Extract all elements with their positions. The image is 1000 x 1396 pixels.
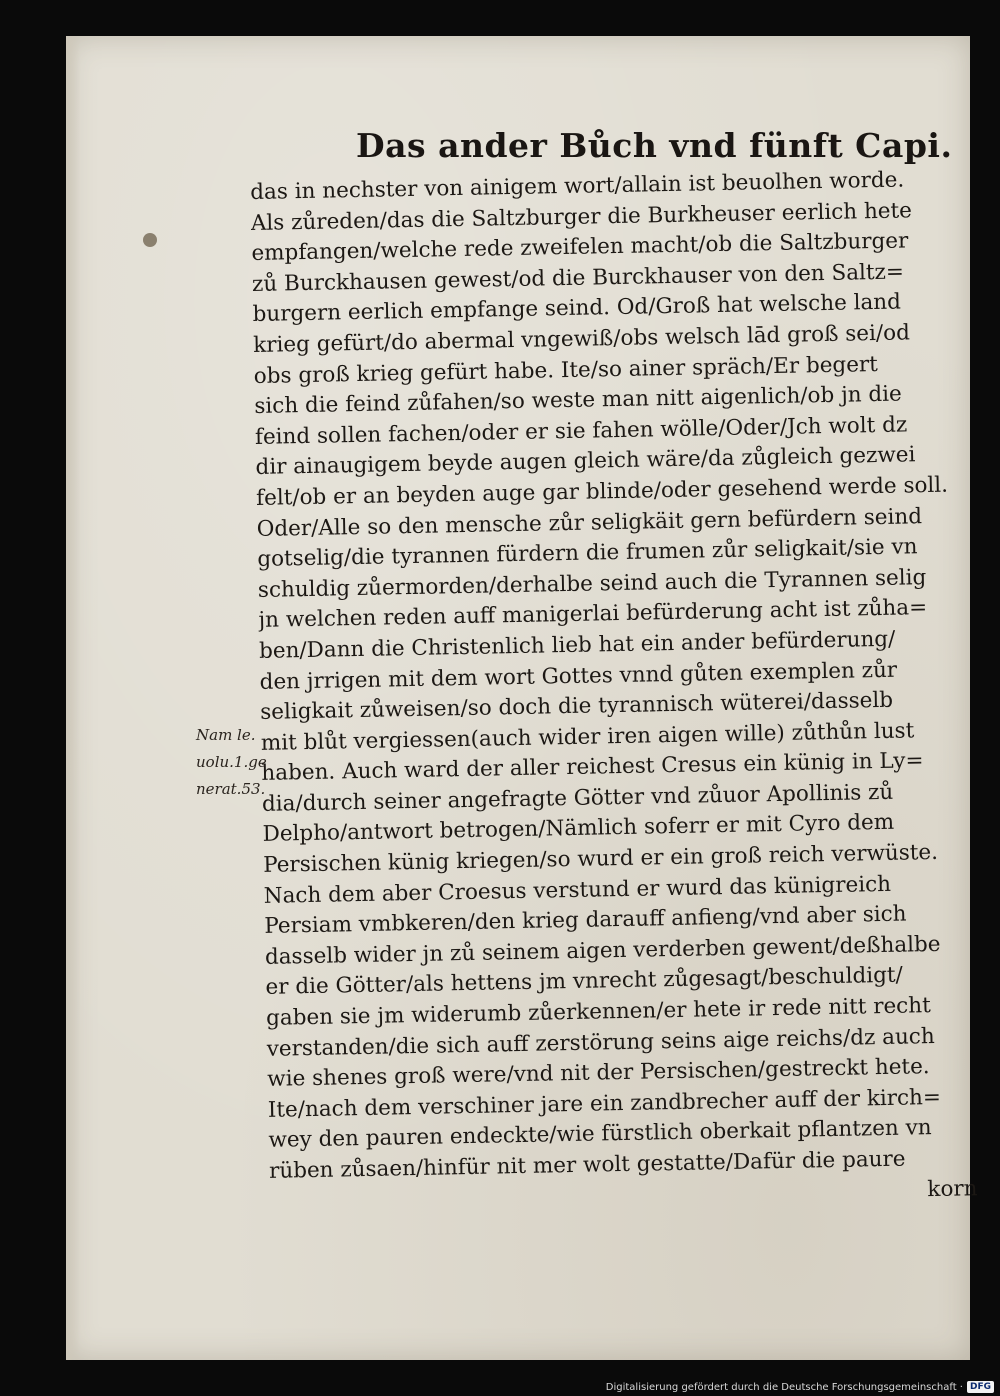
text-line: Oder/Alle so den mensche zůr seligkäit gern befürdern seind <box>256 503 923 542</box>
text-line: feind sollen fachen/oder er sie fahen wölle/Oder/Jch wolt dz <box>254 412 908 450</box>
text-line: dir ainaugigem beyde augen gleich wäre/da zůgleich gezwei <box>255 442 916 481</box>
text-line: sich die feind zůfahen/so weste man nitt aigenlich/ob jn die <box>254 381 903 420</box>
text-line: wie shenes groß were/vnd nit der Persischen/gestreckt hete. <box>267 1054 930 1093</box>
text-line: den jrrigen mit dem wort Gottes vnnd gůten exemplen zůr <box>259 657 898 695</box>
text-line: Als zůreden/das die Saltzburger die Burkheuser eerlich hete <box>250 197 913 236</box>
text-line: verstanden/die sich auff zerstörung seins aige reichs/dz auch <box>266 1023 935 1062</box>
marginal-note-line: nerat.53. <box>196 780 266 798</box>
text-line: felt/ob er an beyden auge gar blinde/oder gesehend werde soll. <box>255 472 949 511</box>
text-line: haben. Auch ward der aller reichest Cresus ein künig in Ly= <box>261 748 924 787</box>
marginal-note <box>196 722 278 803</box>
text-line: das in nechster von ainigem wort/allain ist beuolhen worde. <box>250 167 905 205</box>
catchword: korn <box>927 1175 978 1202</box>
text-line: seligkait zůweisen/so doch die tyrannisch wüterei/dasselb <box>260 687 894 725</box>
marginal-note-line: Nam le. <box>196 726 256 744</box>
text-line: Delpho/antwort betrogen/Nämlich soferr er mit Cyro dem <box>262 810 895 848</box>
text-line: mit blůt vergiessen(auch wider iren aigen wille) zůthůn lust <box>260 718 915 756</box>
text-line: burgern eerlich empfange seind. Od/Groß hat welsche land <box>252 289 902 328</box>
text-line: dia/durch seiner angefragte Götter vnd zůuor Apollinis zů <box>261 779 894 817</box>
text-line: er die Götter/als hettens jm vnrecht zůgesagt/beschuldigt/ <box>265 963 904 1001</box>
text-line: obs groß krieg gefürt habe. Ite/so ainer spräch/Er begert <box>253 351 879 389</box>
marginal-note-line: uolu.1.ge <box>196 753 267 771</box>
text-line: jn welchen reden auff manigerlai befürderung acht ist zůha= <box>258 595 928 634</box>
text-line: gaben sie jm widerumb zůerkennen/er hete ir rede nitt recht <box>265 993 931 1031</box>
text-line: wey den pauren endeckte/wie fürstlich oberkait pflantzen vn <box>268 1115 932 1154</box>
text-line: ben/Dann die Christenlich lieb hat ein ander befürderung/ <box>258 626 896 664</box>
text-line: dasselb wider jn zů seinem aigen verderben gewent/deßhalbe <box>264 931 941 970</box>
text-line: Persischen künig kriegen/so wurd er ein groß reich verwüste. <box>262 839 939 878</box>
body-text <box>250 164 990 1218</box>
text-line: zů Burckhausen gewest/od die Burckhauser von den Saltz= <box>251 259 905 297</box>
text-line: empfangen/welche rede zweifelen macht/ob die Saltzburger <box>251 228 909 267</box>
footer-credit: Digitalisierung gefördert durch die Deutsche Forschungsgemeinschaft · <box>605 1381 963 1393</box>
page-gutter-shadow <box>66 36 80 1360</box>
text-line: Ite/nach dem verschiner jare ein zandbrecher auff der kirch= <box>267 1084 942 1123</box>
text-line: Persiam vmbkeren/den krieg darauff anfieng/vnd aber sich <box>264 901 907 940</box>
text-line: Nach dem aber Croesus verstund er wurd das künigreich <box>263 871 892 909</box>
text-line: gotselig/die tyrannen fürdern die frumen zůr seligkait/sie vn <box>257 534 918 573</box>
text-line: krieg gefürt/do abermal vngewiß/obs welsch lād groß sei/od <box>252 320 911 358</box>
digitization-footer <box>560 1378 1000 1396</box>
running-head: Das ander Bůch vnd fünft Capi. <box>356 126 953 165</box>
dfg-logo-icon: DFG <box>967 1381 994 1393</box>
text-line: schuldig zůermorden/derhalbe seind auch die Tyrannen selig <box>257 564 927 603</box>
text-line: rüben zůsaen/hinfür nit mer wolt gestatte/Dafür die paure <box>268 1146 906 1184</box>
binding-hole <box>143 233 157 247</box>
